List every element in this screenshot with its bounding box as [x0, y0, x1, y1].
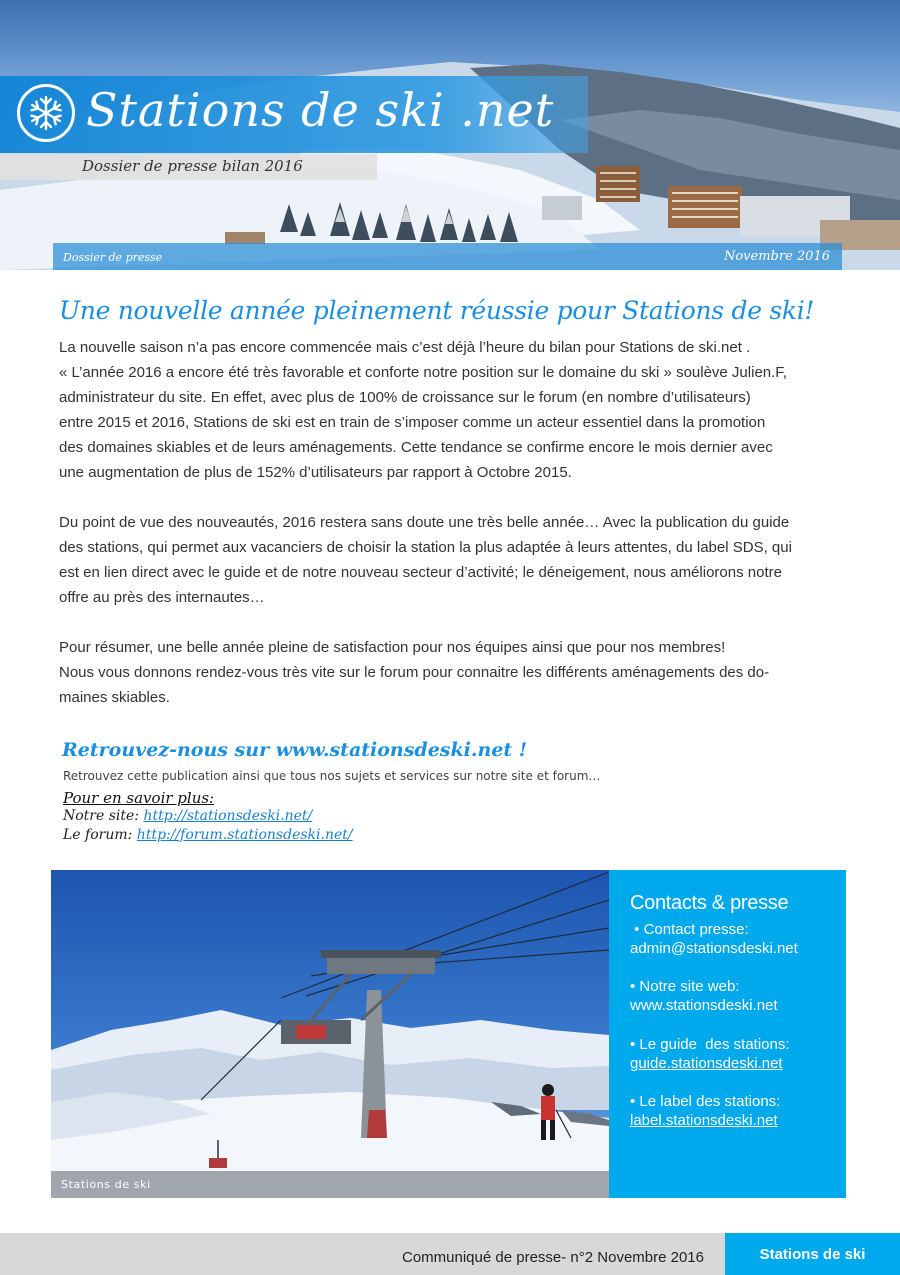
more-info-label: Pour en savoir plus: [63, 789, 215, 807]
paragraph-2 [59, 510, 839, 610]
logo [17, 84, 75, 142]
find-us-description: Retrouvez cette publication ainsi que tous nos sujets et services sur notre site et forum… [63, 769, 601, 783]
text-line: entre 2015 et 2016, Stations de ski est en train de s’imposer comme un acteur essentiel dans la promotion [59, 414, 766, 431]
site-link-label: Notre site: [63, 808, 144, 824]
paragraph-3 [59, 635, 839, 710]
footer-text: Communiqué de presse- n°2 Novembre 2016 [402, 1249, 704, 1266]
site-title: Stations de ski .net [86, 83, 555, 137]
article-body [59, 335, 839, 710]
band-label-dossier: Dossier de presse [63, 251, 163, 264]
contact-value-website: www.stationsdeski.net [630, 997, 778, 1014]
contact-label: • Notre site web: [630, 978, 740, 995]
site-link-row [63, 808, 312, 824]
text-line: est en lien direct avec le guide et de notre nouveau secteur d’activité; le déneigement, nous améliorons notre [59, 564, 782, 581]
contact-item-website [630, 977, 778, 1015]
text-line: maines skiables. [59, 689, 170, 706]
guide-link[interactable]: guide.stationsdeski.net [630, 1055, 783, 1072]
ski-lift-scene [51, 870, 609, 1198]
text-line: Nous vous donnons rendez-vous très vite sur le forum pour connaitre les différents aménagements des do- [59, 664, 770, 681]
contact-label: • Contact presse: [630, 921, 749, 938]
text-line: des domaines skiables et de leurs aménagements. Cette tendance se confirme encore le mois dernier avec [59, 439, 773, 456]
contact-item-guide [630, 1035, 790, 1073]
forum-link[interactable]: http://forum.stationsdeski.net/ [136, 827, 353, 843]
find-us-title: Retrouvez-nous sur www.stationsdeski.net ! [62, 739, 528, 761]
text-line: « L’année 2016 a encore été très favorable et conforte notre position sur le domaine du ski » soulève Julien.F, [59, 364, 787, 381]
text-line: des stations, qui permet aux vacanciers de choisir la station la plus adaptée à leurs attentes, du label SDS, qui [59, 539, 792, 556]
label-link[interactable]: label.stationsdeski.net [630, 1112, 778, 1129]
text-line: administrateur du site. En effet, avec plus de 100% de croissance sur le forum (en nombre d’utilisateurs) [59, 389, 751, 406]
text-line: La nouvelle saison n’a pas encore commencée mais c’est déjà l’heure du bilan pour Stations de ski.net . [59, 339, 751, 356]
contact-label: • Le label des stations: [630, 1093, 781, 1110]
contact-item-press [630, 920, 798, 958]
text-line: offre au près des internautes… [59, 589, 265, 606]
contact-value-email: admin@stationsdeski.net [630, 940, 798, 957]
contact-label: • Le guide des stations: [630, 1036, 790, 1053]
snowflake-icon [26, 93, 66, 133]
text-line: Pour résumer, une belle année pleine de satisfaction pour nos équipes ainsi que pour nos membres! [59, 639, 726, 656]
photo-caption: Stations de ski [61, 1178, 151, 1191]
forum-link-row [63, 827, 353, 843]
contact-item-label [630, 1092, 780, 1130]
band-label-date: Novembre 2016 [723, 249, 830, 264]
dossier-subtitle: Dossier de presse bilan 2016 [82, 157, 303, 175]
footer-brand [725, 1233, 900, 1275]
text-line: Du point de vue des nouveautés, 2016 restera sans doute une très belle année… Avec la publication du guide [59, 514, 790, 531]
paragraph-1 [59, 335, 839, 485]
contacts-title: Contacts & presse [630, 892, 789, 914]
article-headline: Une nouvelle année pleinement réussie pour Stations de ski! [59, 296, 815, 325]
site-link[interactable]: http://stationsdeski.net/ [143, 808, 313, 824]
ski-lift-photo [51, 870, 609, 1198]
footer-brand-label: Stations de ski [759, 1245, 866, 1263]
text-line: une augmentation de plus de 152% d’utilisateurs par rapport à Octobre 2015. [59, 464, 572, 481]
contacts-panel [609, 870, 846, 1198]
forum-link-label: Le forum: [63, 827, 137, 843]
header-banner [0, 0, 900, 270]
